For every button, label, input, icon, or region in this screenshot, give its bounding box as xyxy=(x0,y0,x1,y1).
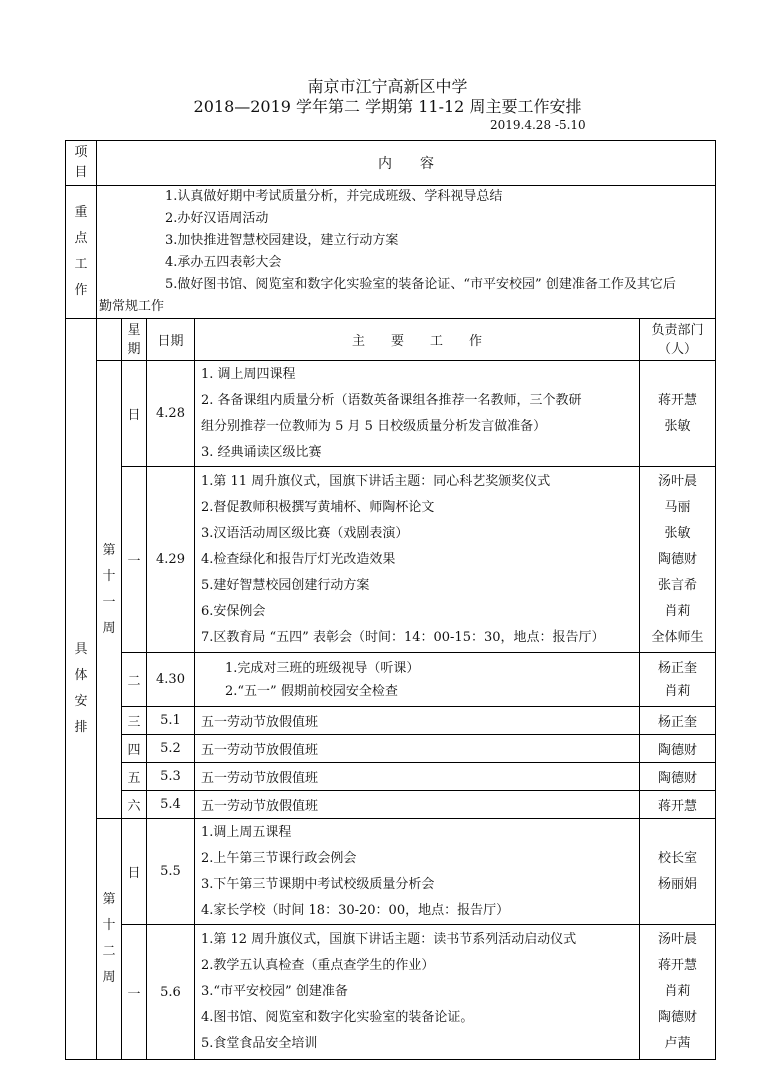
task-item: 4.图书馆、阅览室和数字化实验室的装备论证。 xyxy=(201,1010,474,1025)
table-row xyxy=(66,707,716,735)
task-item: 2.上午第三节课行政会例会 xyxy=(201,850,357,866)
task-list xyxy=(195,653,640,707)
schedule-title: 2018—2019 学年第二 学期第 11-12 周主要工作安排 xyxy=(193,97,582,116)
weekday-cell: 六 xyxy=(122,791,147,819)
school-name: 南京市江宁高新区中学 xyxy=(307,77,468,96)
task-item: 2.教学五认真检查（重点查学生的作业） xyxy=(201,958,435,973)
main-work-header: 主 要 工 作 xyxy=(195,319,640,361)
task-item: 2.“五一” 假期前校园安全检查 xyxy=(225,683,398,699)
table-row xyxy=(66,361,716,467)
date-cell: 5.6 xyxy=(147,925,195,1060)
key-item: 2.办好汉语周活动 xyxy=(165,211,269,226)
task-list xyxy=(195,819,640,925)
task-item: 4.家长学校（时间 18：30-20：00，地点：报告厅） xyxy=(201,902,510,918)
weekday-cell: 日 xyxy=(122,819,147,925)
task-item: 6.安保例会 xyxy=(201,603,266,619)
task-item: 五一劳动节放假值班 xyxy=(195,735,640,763)
schedule-header-row xyxy=(66,319,716,361)
key-item: 3.加快推进智慧校园建设，建立行动方案 xyxy=(165,233,399,248)
responsible-person: 蒋开慧 xyxy=(640,791,716,819)
responsible-person: 蒋开慧 xyxy=(658,958,698,973)
task-item: 5.建好智慧校园创建行动方案 xyxy=(201,577,370,593)
date-cell: 5.4 xyxy=(147,791,195,819)
key-item: 1.认真做好期中考试质量分析，并完成班级、学科视导总结 xyxy=(165,189,503,204)
responsible-person: 杨正奎 xyxy=(658,660,698,676)
task-item: 3. 经典诵读区级比赛 xyxy=(201,444,322,460)
table-row xyxy=(66,819,716,925)
task-item: 3.汉语活动周区级比赛（戏剧表演） xyxy=(201,525,409,541)
responsible-person: 全体师生 xyxy=(651,629,704,645)
weekday-cell: 一 xyxy=(122,925,147,1060)
key-points-label: 重 点 工 作 xyxy=(66,186,97,319)
task-item: 2.督促教师积极撰写黄埔杯、师陶杯论文 xyxy=(201,499,435,515)
date-cell: 5.2 xyxy=(147,735,195,763)
key-item: 4.承办五四表彰大会 xyxy=(165,255,282,270)
responsible-list xyxy=(640,925,716,1060)
date-cell: 5.3 xyxy=(147,763,195,791)
key-points-list xyxy=(97,186,716,319)
date-cell: 4.28 xyxy=(147,361,195,467)
task-list xyxy=(195,925,640,1060)
task-item: 4.检查绿化和报告厅灯光改造效果 xyxy=(201,551,396,567)
task-item: 7.区教育局 “五四” 表彰会（时间：14：00-15：30，地点：报告厅） xyxy=(201,629,605,645)
date-header: 日期 xyxy=(147,319,195,361)
task-item: 3.“市平安校园” 创建准备 xyxy=(201,984,348,999)
task-item: 5.食堂食品安全培训 xyxy=(201,1036,318,1051)
responsible-list xyxy=(640,467,716,653)
table-row xyxy=(66,763,716,791)
task-item: 五一劳动节放假值班 xyxy=(195,791,640,819)
table-row xyxy=(66,925,716,1060)
task-item: 1.调上周五课程 xyxy=(201,824,292,840)
table-row xyxy=(66,791,716,819)
task-item: 2. 各备课组内质量分析（语数英备课组各推荐一名教师，三个教研 xyxy=(201,392,582,408)
responsible-person: 陶德财 xyxy=(658,551,698,567)
responsible-person: 张敏 xyxy=(664,418,691,434)
date-cell: 4.29 xyxy=(147,467,195,653)
task-item: 1.完成对三班的班级视导（听课） xyxy=(225,660,420,676)
table-header-row xyxy=(66,141,716,186)
section-label: 具 体 安 排 xyxy=(66,319,97,1060)
date-range: 2019.4.28 -5.10 xyxy=(490,118,586,132)
responsible-list xyxy=(640,819,716,925)
weekday-header: 星 期 xyxy=(122,319,147,361)
task-item: 五一劳动节放假值班 xyxy=(195,763,640,791)
week-12-label: 第 十 二 周 xyxy=(97,819,122,1060)
weekday-cell: 日 xyxy=(122,361,147,467)
responsible-person: 肖莉 xyxy=(664,683,691,699)
table-row xyxy=(66,467,716,653)
responsible-list xyxy=(640,653,716,707)
key-item: 5.做好图书馆、阅览室和数字化实验室的装备论证、“市平安校园” 创建准备工作及其它后 xyxy=(165,277,676,292)
table-row xyxy=(66,735,716,763)
task-item: 五一劳动节放假值班 xyxy=(195,707,640,735)
schedule-table xyxy=(65,140,716,1060)
responsible-header: 负责部门 （人） xyxy=(640,319,716,361)
responsible-person: 肖莉 xyxy=(664,984,691,999)
date-cell: 4.30 xyxy=(147,653,195,707)
date-cell: 5.1 xyxy=(147,707,195,735)
responsible-person: 肖莉 xyxy=(664,603,691,619)
weekday-cell: 四 xyxy=(122,735,147,763)
responsible-list xyxy=(640,361,716,467)
table-row xyxy=(66,653,716,707)
task-item: 1. 调上周四课程 xyxy=(201,366,296,382)
responsible-person: 张敏 xyxy=(664,525,691,541)
task-item: 3.下午第三节课期中考试校级质量分析会 xyxy=(201,876,435,892)
date-cell: 5.5 xyxy=(147,819,195,925)
task-list xyxy=(195,361,640,467)
responsible-person: 陶德财 xyxy=(658,1010,698,1025)
responsible-person: 汤叶晨 xyxy=(658,932,698,947)
weekday-cell: 三 xyxy=(122,707,147,735)
responsible-person: 蒋开慧 xyxy=(658,392,698,408)
responsible-person: 杨丽娟 xyxy=(658,876,698,892)
task-item: 组分别推荐一位教师为 5 月 5 日校级质量分析发言做准备） xyxy=(201,418,547,434)
key-points-row xyxy=(66,186,716,319)
item-col-header: 项 目 xyxy=(66,141,97,186)
task-list xyxy=(195,467,640,653)
responsible-person: 陶德财 xyxy=(640,735,716,763)
responsible-person: 校长室 xyxy=(658,850,698,866)
week-11-label: 第 十 一 周 xyxy=(97,361,122,819)
responsible-person: 卢茜 xyxy=(664,1036,691,1051)
task-item: 1.第 12 周升旗仪式，国旗下讲话主题：读书节系列活动启动仪式 xyxy=(201,932,577,947)
content-col-header: 内 容 xyxy=(97,141,716,186)
weekday-cell: 五 xyxy=(122,763,147,791)
key-item-continued: 勤常规工作 xyxy=(99,299,165,314)
task-item: 1.第 11 周升旗仪式，国旗下讲话主题：同心科艺奖颁奖仪式 xyxy=(201,473,551,489)
weekday-cell: 二 xyxy=(122,653,147,707)
responsible-person: 汤叶晨 xyxy=(658,473,698,489)
responsible-person: 杨正奎 xyxy=(640,707,716,735)
responsible-person: 张言希 xyxy=(658,577,698,593)
responsible-person: 马丽 xyxy=(664,499,691,515)
responsible-person: 陶德财 xyxy=(640,763,716,791)
weekday-cell: 一 xyxy=(122,467,147,653)
